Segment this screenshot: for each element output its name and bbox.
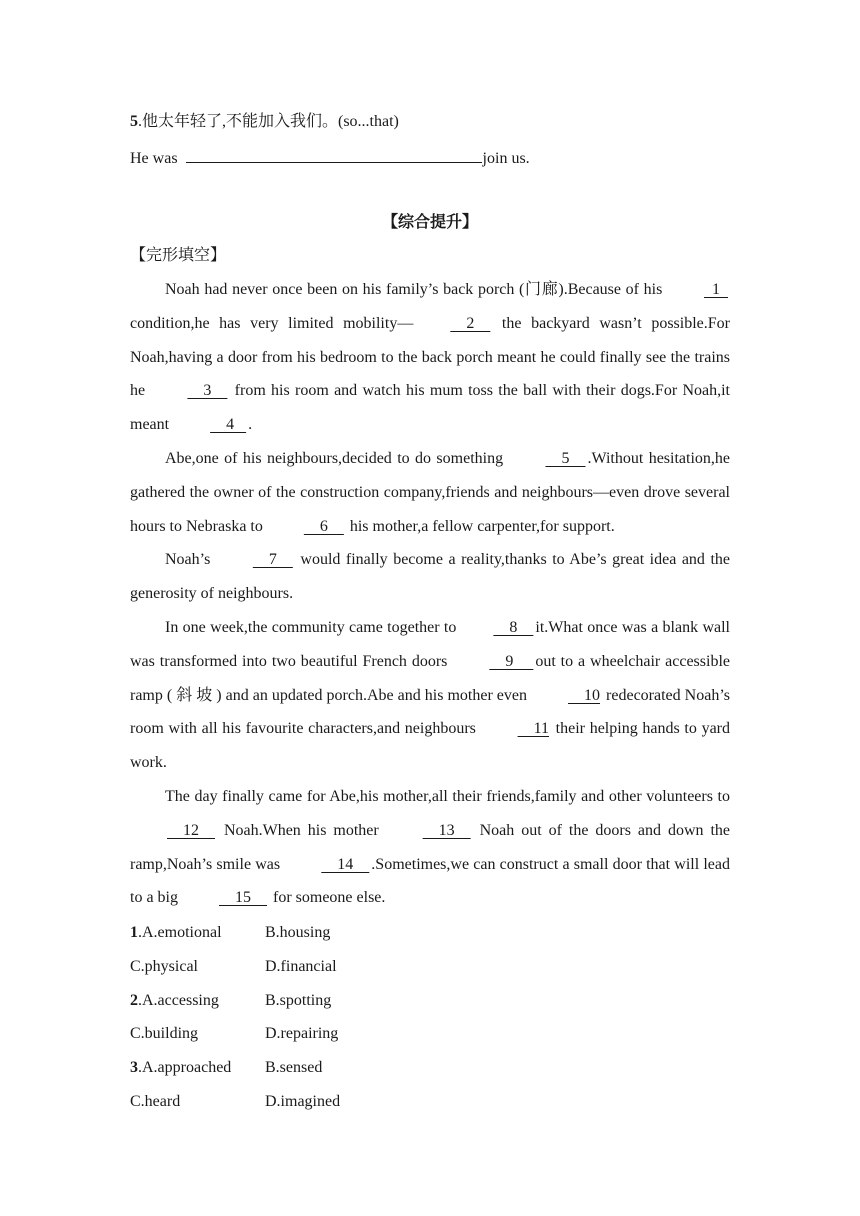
passage-paragraph: The day finally came for Abe,his mother,all their friends,family and other volunteers to 12 Noah.When his mother 13 Noah out of the doors and down the ramp,Noah’s smile was 14 .Sometimes,we can construct a small door that will lead to a big 15 for someone else. <box>130 780 730 915</box>
blank-4: 4 <box>210 416 247 434</box>
prompt-text: .他太年轻了,不能加入我们。(so...that) <box>138 113 399 130</box>
blank-12: 12 <box>167 821 215 839</box>
option-row: 3.A.approached B.sensed <box>130 1057 730 1091</box>
option-d[interactable]: D.imagined <box>265 1092 341 1110</box>
blank-10: 10 <box>568 686 601 704</box>
option-c[interactable]: C.building <box>130 1025 199 1043</box>
option-b[interactable]: B.housing <box>265 924 331 941</box>
answer-suffix: join us. <box>482 150 530 167</box>
option-row <box>130 1023 730 1057</box>
option-a[interactable]: .A.accessing <box>138 991 219 1009</box>
translation-answer-line <box>130 146 530 169</box>
subsection-title: 【完形填空】 <box>130 247 227 264</box>
option-d[interactable]: D.financial <box>265 957 337 975</box>
option-b[interactable]: B.sensed <box>265 1059 323 1077</box>
answer-options <box>130 922 730 1125</box>
blank-2: 2 <box>450 314 491 332</box>
option-d[interactable]: D.repairing <box>265 1025 339 1043</box>
option-a[interactable]: .A.approached <box>138 1059 232 1077</box>
passage-paragraph: Noah’s 7 would finally become a reality,thanks to Abe’s great idea and the generosity of neighbours. <box>130 543 730 611</box>
blank-3: 3 <box>187 382 228 400</box>
item-number: 5 <box>130 113 138 130</box>
translation-prompt <box>130 112 399 132</box>
passage-paragraph: In one week,the community came together to 8 it.What once was a blank wall was transformed into two beautiful French doors 9 out to a wheelchair accessible ramp ( 斜 坡 ) and an updated porch.Abe and his mother even 10 redecorated Noah’s room with all his favourite characters,and neighbours 11 their helping hands to yard work. <box>130 611 730 780</box>
blank-9: 9 <box>489 652 534 670</box>
section-title: 【综合提升】 <box>381 214 478 231</box>
option-row: 1.A.emotional B.housing <box>130 922 730 956</box>
blank-13: 13 <box>422 821 471 839</box>
option-row <box>130 956 730 990</box>
blank-5: 5 <box>545 449 586 467</box>
option-row <box>130 1091 730 1125</box>
option-a[interactable]: .A.emotional <box>138 924 222 941</box>
option-row: 2.A.accessing B.spotting <box>130 990 730 1024</box>
blank-8: 8 <box>493 618 534 636</box>
blank-6: 6 <box>303 517 344 535</box>
option-c[interactable]: C.physical <box>130 957 198 975</box>
blank-11: 11 <box>517 720 549 738</box>
blank-1: 1 <box>704 281 728 298</box>
answer-blank[interactable] <box>186 146 482 163</box>
option-c[interactable]: C.heard <box>130 1092 181 1110</box>
cloze-passage <box>130 273 730 915</box>
passage-paragraph: Noah had never once been on his family’s back porch (门廊).Because of his 1 condition,he has very limited mobility— 2 the backyard wasn’t possible.For Noah,having a door from his bedroom to the back porch meant he could finally see the trains he 3 from his room and watch his mum toss the ball with their dogs.For Noah,it meant 4 . <box>130 273 730 442</box>
passage-paragraph: Abe,one of his neighbours,decided to do something 5 .Without hesitation,he gathered the owner of the construction company,friends and neighbours—even drove several hours to Nebraska to 6 his mother,a fellow carpenter,for support. <box>130 442 730 543</box>
answer-prefix: He was <box>130 150 178 167</box>
blank-14: 14 <box>321 855 370 873</box>
blank-7: 7 <box>252 551 293 569</box>
blank-15: 15 <box>219 889 267 907</box>
option-b[interactable]: B.spotting <box>265 991 332 1009</box>
